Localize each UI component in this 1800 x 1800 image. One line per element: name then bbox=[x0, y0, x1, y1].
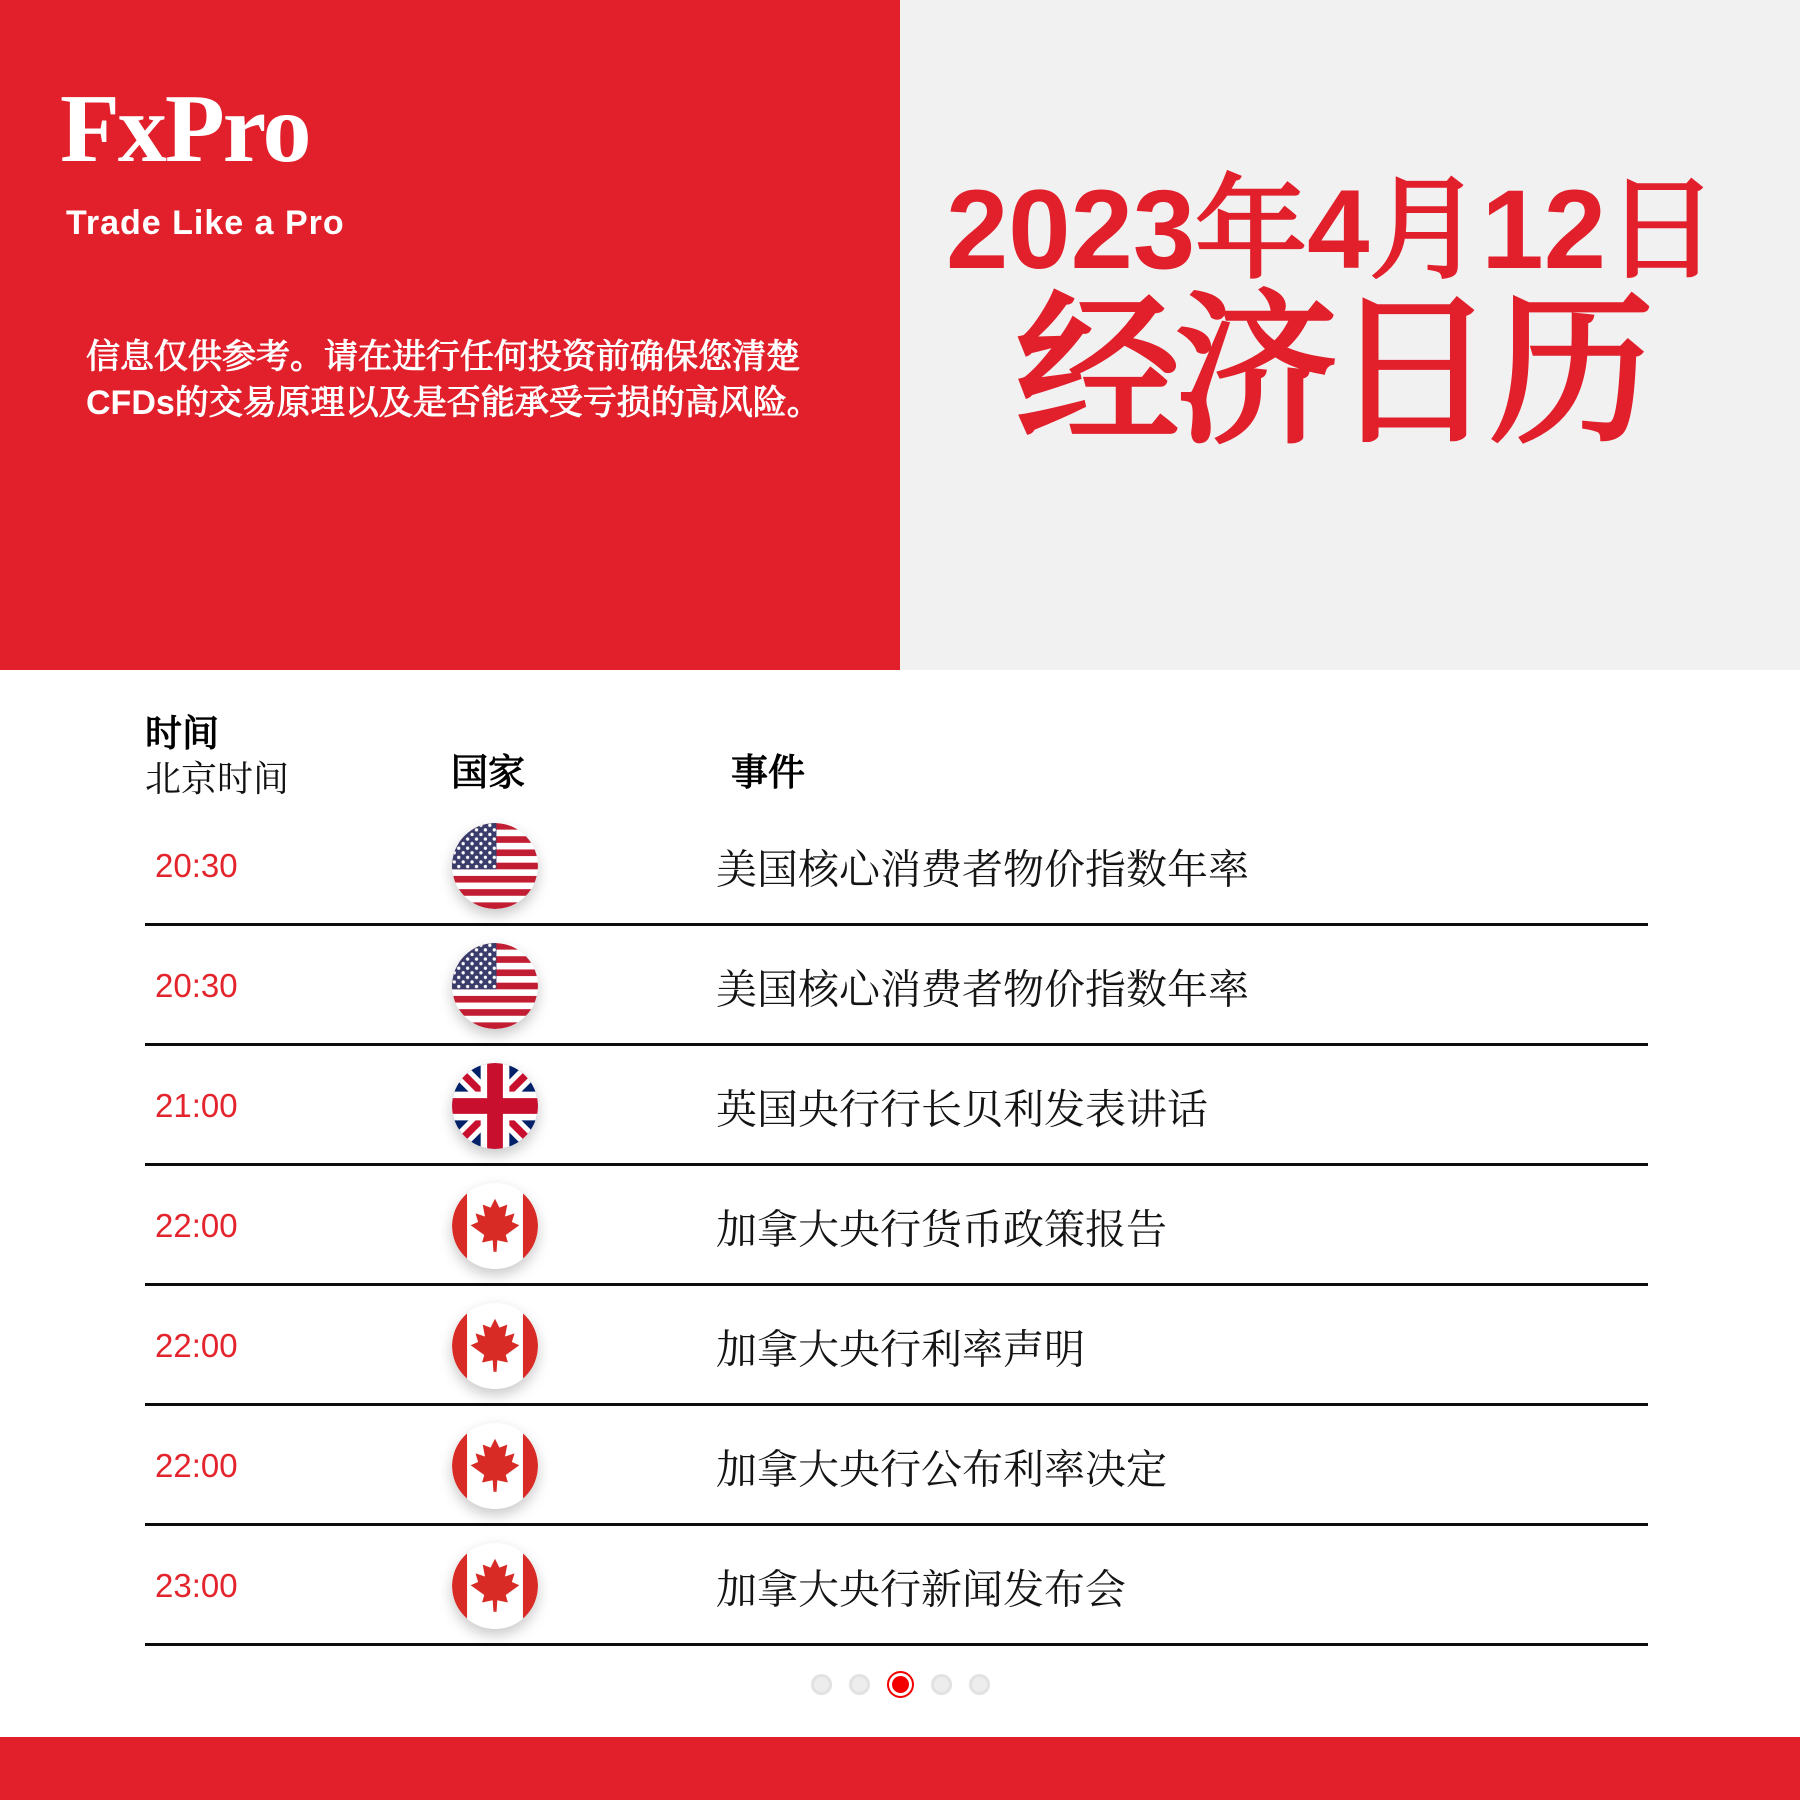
event-time: 22:00 bbox=[155, 1207, 238, 1244]
ca-flag bbox=[452, 1423, 538, 1509]
event-row bbox=[0, 1286, 1800, 1406]
event-row bbox=[0, 1406, 1800, 1526]
risk-disclaimer bbox=[86, 334, 876, 426]
event-title: 美国核心消费者物价指数年率 bbox=[716, 966, 1249, 1013]
calendar-heading: 经济日历 bbox=[1015, 280, 1648, 463]
event-time: 21:00 bbox=[155, 1087, 238, 1124]
time-header-sublabel: 北京时间 bbox=[145, 758, 290, 799]
risk-disclaimer-line1: 信息仅供参考。请在进行任何投资前确保您清楚 bbox=[86, 338, 800, 376]
event-title: 加拿大央行新闻发布会 bbox=[716, 1566, 1126, 1613]
event-title: 加拿大央行货币政策报告 bbox=[716, 1206, 1167, 1253]
event-title: 加拿大央行公布利率决定 bbox=[716, 1446, 1167, 1493]
risk-disclaimer-line2: CFDs的交易原理以及是否能承受亏损的高风险。 bbox=[86, 384, 821, 422]
carousel-dot[interactable] bbox=[849, 1674, 870, 1695]
carousel-dot[interactable] bbox=[931, 1674, 952, 1695]
gb-flag bbox=[452, 1063, 538, 1149]
us-flag bbox=[452, 823, 538, 909]
us-flag-icon bbox=[452, 943, 538, 1029]
event-row bbox=[0, 1526, 1800, 1646]
canada-flag-icon bbox=[452, 1423, 538, 1509]
bottom-accent-bar bbox=[0, 1737, 1800, 1800]
carousel-dot[interactable] bbox=[969, 1674, 990, 1695]
carousel-pagination bbox=[0, 1671, 1800, 1698]
event-row bbox=[0, 1046, 1800, 1166]
table-header-time bbox=[145, 714, 289, 799]
event-title: 加拿大央行利率声明 bbox=[716, 1326, 1085, 1373]
event-row bbox=[0, 806, 1800, 926]
event-row bbox=[0, 1166, 1800, 1286]
brand-tagline: Trade Like a Pro bbox=[66, 204, 345, 242]
ca-flag bbox=[452, 1303, 538, 1389]
uk-flag-icon bbox=[452, 1063, 538, 1149]
event-time: 20:30 bbox=[155, 847, 238, 884]
time-header-label: 时间 bbox=[145, 713, 219, 754]
event-title: 英国央行行长贝利发表讲话 bbox=[716, 1086, 1208, 1133]
event-time: 22:00 bbox=[155, 1327, 238, 1364]
event-rows bbox=[0, 806, 1800, 1646]
table-header-event: 事件 bbox=[731, 752, 805, 793]
event-row bbox=[0, 926, 1800, 1046]
row-divider bbox=[145, 1643, 1648, 1646]
carousel-dot-active[interactable] bbox=[887, 1671, 914, 1698]
us-flag bbox=[452, 943, 538, 1029]
table-header-country: 国家 bbox=[451, 752, 525, 793]
canada-flag-icon bbox=[452, 1303, 538, 1389]
brand-logo: FxPro bbox=[60, 75, 310, 183]
event-time: 20:30 bbox=[155, 967, 238, 1004]
brand-panel bbox=[0, 0, 900, 670]
canada-flag-icon bbox=[452, 1183, 538, 1269]
us-flag-icon bbox=[452, 823, 538, 909]
event-time: 22:00 bbox=[155, 1447, 238, 1484]
canada-flag-icon bbox=[452, 1543, 538, 1629]
ca-flag bbox=[452, 1543, 538, 1629]
calendar-date-title: 2023年4月12日 bbox=[945, 167, 1719, 292]
event-title: 美国核心消费者物价指数年率 bbox=[716, 846, 1249, 893]
ca-flag bbox=[452, 1183, 538, 1269]
event-time: 23:00 bbox=[155, 1567, 238, 1604]
carousel-dot[interactable] bbox=[811, 1674, 832, 1695]
